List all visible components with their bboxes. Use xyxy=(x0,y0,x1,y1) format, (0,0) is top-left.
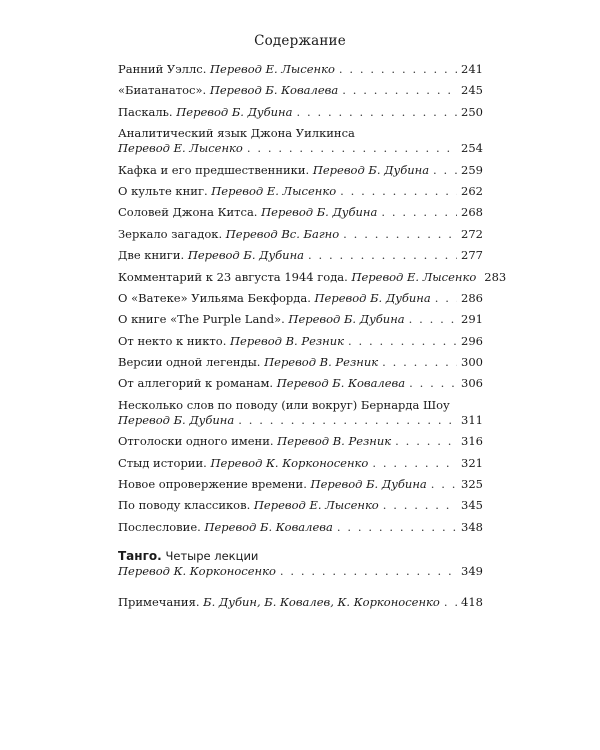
entry-translator: Перевод К. Корконосенко xyxy=(210,455,369,470)
toc-entry xyxy=(118,163,483,178)
entry-title: Кафка и его предшественники. xyxy=(118,162,310,177)
entry-page: 268 xyxy=(461,205,483,220)
entry-page: 321 xyxy=(461,455,483,470)
leader-dots xyxy=(372,456,457,471)
toc-entry xyxy=(118,105,483,120)
leader-dots xyxy=(296,105,457,120)
toc-entry-notes xyxy=(118,595,483,610)
toc-entry xyxy=(118,355,483,370)
entry-translator: Перевод Е. Лысенко xyxy=(253,498,379,513)
entry-page: 311 xyxy=(461,412,483,427)
toc-entry xyxy=(118,434,483,449)
entry-translator: Перевод Б. Дубина xyxy=(118,412,235,427)
entry-translator: Перевод Б. Дубина xyxy=(187,248,305,263)
toc-entry xyxy=(118,126,483,156)
entry-page: 283 xyxy=(484,269,507,284)
entry-page: 254 xyxy=(461,141,483,156)
entry-translator: Перевод Б. Ковалева xyxy=(209,83,339,98)
entry-translator: Перевод В. Резник xyxy=(277,434,392,449)
entry-page: 418 xyxy=(461,595,483,610)
entry-title: О «Ватеке» Уильяма Бекфорда. xyxy=(118,290,311,305)
entry-page: 348 xyxy=(461,519,483,534)
leader-dots xyxy=(337,520,457,535)
tango-section-heading xyxy=(118,549,483,564)
entry-page: 241 xyxy=(461,62,483,76)
leader-dots xyxy=(308,248,457,263)
entry-page: 286 xyxy=(461,290,483,305)
entry-page: 272 xyxy=(461,226,483,241)
entry-title: Соловей Джона Китса. xyxy=(118,205,258,220)
toc-entry xyxy=(118,498,483,513)
entry-translator: Перевод Е. Лысенко xyxy=(211,183,337,198)
entry-title: Версии одной легенды. xyxy=(118,355,261,370)
toc-entry xyxy=(118,398,483,428)
leader-dots xyxy=(409,376,457,391)
entry-page: 325 xyxy=(461,477,483,492)
toc-entry xyxy=(118,227,483,242)
entry-title: От некто к никто. xyxy=(118,333,227,348)
entry-translator: Перевод В. Резник xyxy=(264,355,379,370)
leader-dots xyxy=(238,413,457,428)
entry-translator: Перевод Б. Ковалева xyxy=(204,519,333,534)
entry-translator: Перевод К. Корконосенко xyxy=(118,563,276,578)
entry-page: 245 xyxy=(461,83,483,98)
entry-translator: Перевод Б. Дубина xyxy=(310,477,427,492)
entry-title: Зеркало загадок. xyxy=(118,226,223,241)
entry-page: 345 xyxy=(461,498,483,513)
toc-entry-tango xyxy=(118,564,483,579)
entry-translator: Перевод Б. Дубина xyxy=(288,312,405,327)
entry-title: Комментарий к 23 августа 1944 года. xyxy=(118,269,348,284)
entry-title: Новое опровержение времени. xyxy=(118,477,307,492)
toc-entry xyxy=(118,312,483,327)
entry-translator: Перевод Б. Ковалева xyxy=(276,376,406,391)
entry-translator: Перевод Е. Лысенко xyxy=(118,141,243,156)
entry-title: По поводу классиков. xyxy=(118,498,251,513)
entry-translator: Перевод Б. Дубина xyxy=(176,104,293,119)
leader-dots xyxy=(342,83,457,98)
toc-entry xyxy=(118,205,483,220)
entry-title: О книге «The Purple Land». xyxy=(118,312,285,327)
leader-dots xyxy=(382,355,457,370)
leader-dots xyxy=(444,595,457,610)
leader-dots xyxy=(343,227,457,242)
entry-page: 259 xyxy=(461,162,483,177)
entry-page: 262 xyxy=(461,183,483,198)
entry-title: Несколько слов по поводу (или вокруг) Бернарда Шоу xyxy=(118,397,450,412)
leader-dots xyxy=(395,434,457,449)
toc-entry xyxy=(118,291,483,306)
entry-title: Стыд истории. xyxy=(118,455,207,470)
leader-dots xyxy=(340,184,457,199)
toc-entry xyxy=(118,269,507,285)
tango-subtitle: Четыре лекции xyxy=(165,548,259,563)
entry-title: Аналитический язык Джона Уилкинса xyxy=(118,126,355,141)
toc-entry xyxy=(118,477,483,492)
toc-entry xyxy=(118,184,483,199)
entry-translator: Перевод Е. Лысенко xyxy=(210,62,335,76)
entry-translator: Перевод Б. Дубина xyxy=(314,290,431,305)
leader-dots xyxy=(339,62,457,77)
leader-dots xyxy=(433,163,457,178)
table-of-contents xyxy=(118,62,507,617)
entry-page: 291 xyxy=(461,312,483,327)
leader-dots xyxy=(409,312,457,327)
entry-page: 300 xyxy=(461,355,483,370)
entry-title: «Биатанатос». xyxy=(118,83,207,98)
entry-title: От аллегорий к романам. xyxy=(118,376,274,391)
entry-translator: Перевод В. Резник xyxy=(230,333,345,348)
entry-title: Отголоски одного имени. xyxy=(118,434,274,449)
entry-title: Примечания. xyxy=(118,595,200,610)
entry-title: Паскаль. xyxy=(118,104,173,119)
entry-page: 349 xyxy=(461,563,483,578)
entry-title: Ранний Уэллс. xyxy=(118,62,207,76)
entry-translator: Перевод Б. Дубина xyxy=(312,162,430,177)
entry-translator: Перевод Б. Дубина xyxy=(261,205,378,220)
leader-dots xyxy=(348,334,457,349)
toc-entry xyxy=(118,376,483,391)
leader-dots xyxy=(435,291,457,306)
leader-dots xyxy=(383,498,457,513)
entry-page: 316 xyxy=(461,434,483,449)
toc-entry xyxy=(118,456,483,471)
leader-dots xyxy=(431,477,457,492)
entry-page: 277 xyxy=(461,248,483,263)
entry-page: 296 xyxy=(461,333,483,348)
entry-title: Две книги. xyxy=(118,248,185,263)
leader-dots xyxy=(280,564,457,579)
leader-dots xyxy=(247,141,457,156)
toc-entry xyxy=(118,248,483,263)
leader-dots xyxy=(381,205,457,220)
toc-entry xyxy=(118,83,483,98)
page-title: Содержание xyxy=(254,33,346,49)
toc-entry xyxy=(118,520,483,535)
entry-title: О культе книг. xyxy=(118,183,208,198)
tango-title: Танго. xyxy=(118,548,162,563)
entry-page: 306 xyxy=(461,376,483,391)
entry-authors: Б. Дубин, Б. Ковалев, К. Корконосенко xyxy=(203,595,440,610)
toc-entry xyxy=(118,334,483,349)
entry-title: Послесловие. xyxy=(118,519,201,534)
entry-translator: Перевод Вс. Багно xyxy=(225,226,340,241)
toc-entry xyxy=(118,62,483,77)
entry-page: 250 xyxy=(461,104,483,119)
entry-translator: Перевод Е. Лысенко xyxy=(351,269,477,284)
